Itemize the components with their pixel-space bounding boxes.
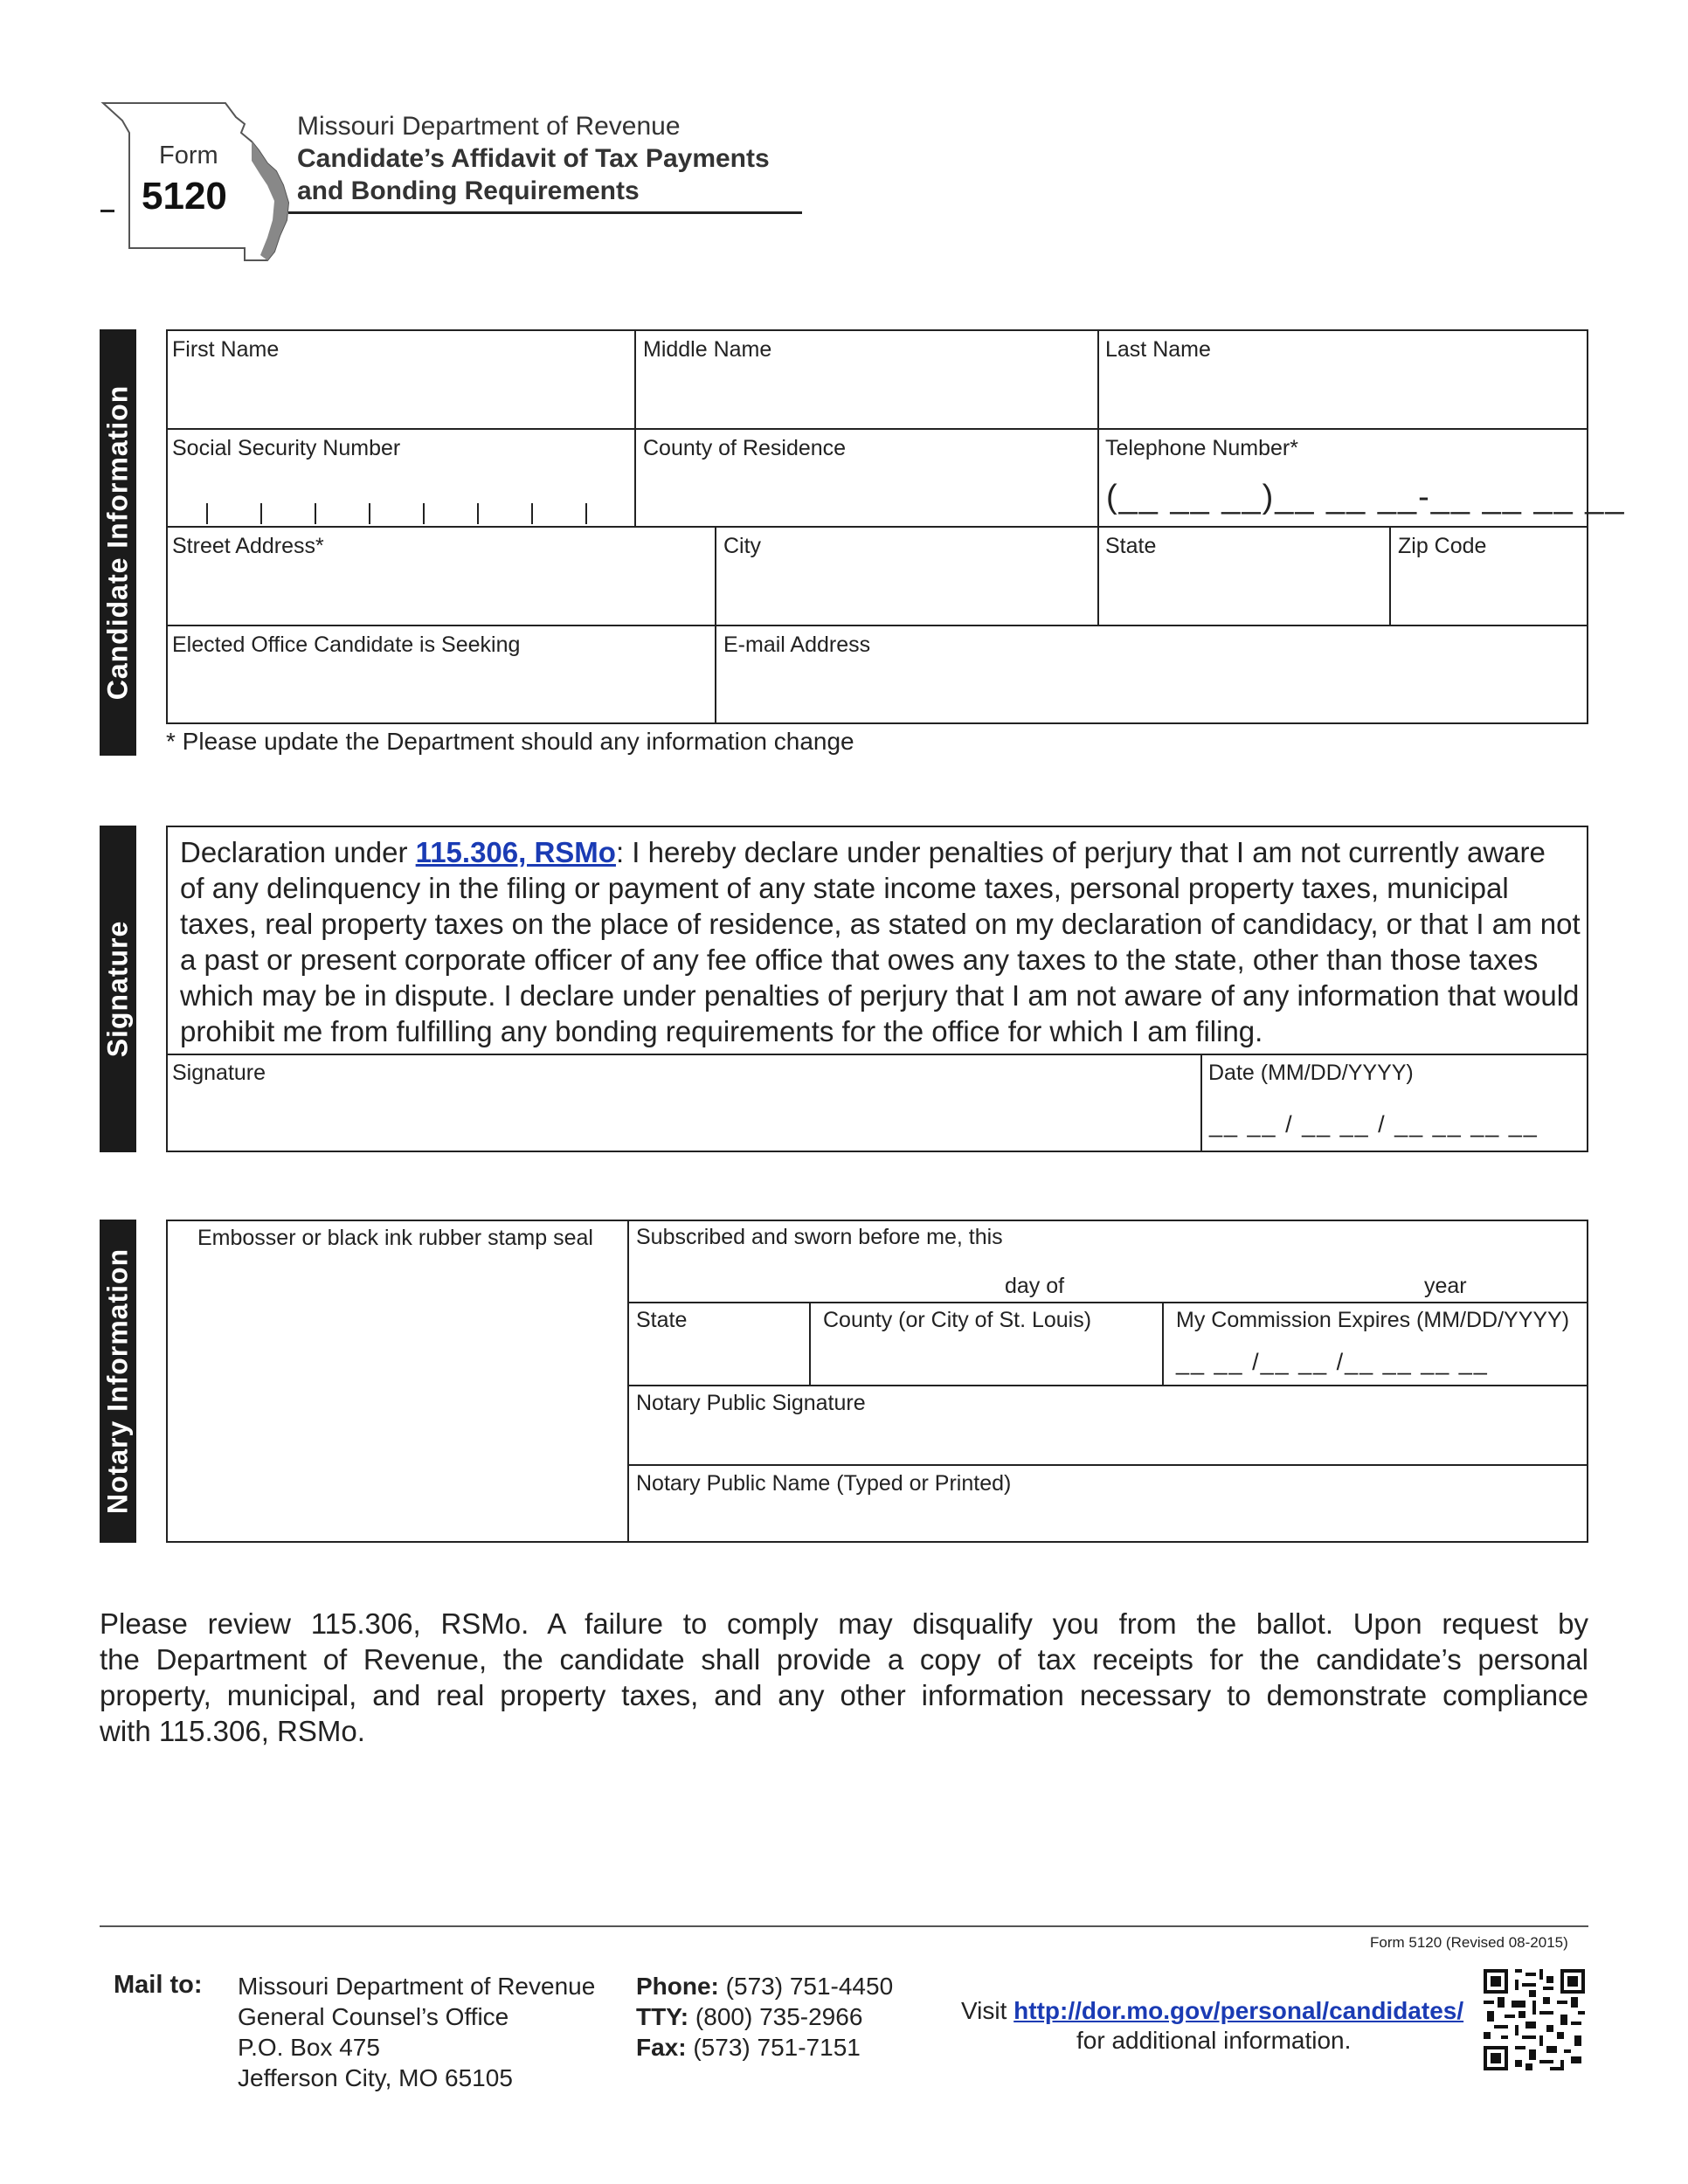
year-field[interactable]: year [1424, 1274, 1467, 1298]
street-address-field[interactable]: Street Address* [172, 534, 324, 558]
visit-line: Visit http://dor.mo.gov/personal/candidates/ [961, 1997, 1464, 2024]
tty-number: TTY: (800) 735-2966 [636, 2003, 863, 2030]
notary-county-field[interactable]: County (or City of St. Louis) [823, 1308, 1092, 1332]
seal-area: Embosser or black ink rubber stamp seal [197, 1226, 593, 1250]
sworn-statement: Subscribed and sworn before me, this [636, 1225, 1003, 1249]
form-number: 5120 [142, 175, 227, 218]
date-field[interactable]: Date (MM/DD/YYYY) [1208, 1061, 1414, 1085]
declaration-text: Declaration under 115.306, RSMo: I hereby declare under penalties of perjury that I am not currently aware of any delinquency in the filing or payment of any state income taxes, personal property taxes, municipal taxes, real property taxes on the place of residence, as stated on my declaration of candidacy, or that I am not a past or present corporate officer of any fee office that owes any taxes to the state, other than those taxes which may be in dispute. I declare under penalties of perjury that I am not aware of any information that would prohibit me from fulfilling any bonding requirements for the office for which I am filing. [180, 836, 1581, 1047]
mailing-address: Missouri Department of Revenue General Counsel’s Office P.O. Box 475 Jefferson City, MO 65105 [238, 1973, 596, 2091]
notary-signature-field[interactable]: Notary Public Signature [636, 1391, 866, 1415]
additional-info: for additional information. [1076, 2027, 1352, 2054]
zip-code-field[interactable]: Zip Code [1398, 534, 1487, 558]
review-paragraph: Please review 115.306, RSMo. A failure to comply may disqualify you from the ballot. Upon request by the Department of Revenue, the candidate shall provide a copy of tax receipts for the candidate’s personal property, municipal, and real property taxes, and any other information necessary to demonstrate compliance with 115.306, RSMo. [100, 1607, 1588, 1747]
signature-field[interactable]: Signature [172, 1061, 266, 1085]
notary-name-field[interactable]: Notary Public Name (Typed or Printed) [636, 1471, 1012, 1496]
title-underline [288, 211, 802, 214]
signature-band: Signature [100, 826, 136, 1152]
update-note: * Please update the Department should any information change [166, 728, 854, 755]
last-name-field[interactable]: Last Name [1105, 337, 1211, 362]
rsmo-115-306-link[interactable]: 115.306, RSMo [415, 836, 616, 868]
form-dash [100, 210, 114, 212]
telephone-mask: (__ __ __)__ __ __-__ __ __ __ [1106, 479, 1626, 515]
commission-expires-field[interactable]: My Commission Expires (MM/DD/YYYY) [1176, 1308, 1570, 1332]
first-name-field[interactable]: First Name [172, 337, 280, 362]
qr-code-icon[interactable] [1484, 1969, 1585, 2070]
form-title-line1: Candidate’s Affidavit of Tax Payments [297, 144, 770, 173]
elected-office-field[interactable]: Elected Office Candidate is Seeking [172, 632, 521, 657]
phone-number: Phone: (573) 751-4450 [636, 1973, 894, 2000]
county-of-residence-field[interactable]: County of Residence [643, 436, 847, 460]
candidates-url-link[interactable]: http://dor.mo.gov/personal/candidates/ [1013, 1997, 1464, 2024]
fax-number: Fax: (573) 751-7151 [636, 2034, 861, 2061]
form-revision: Form 5120 (Revised 08-2015) [1370, 1934, 1568, 1951]
notary-state-field[interactable]: State [636, 1308, 688, 1332]
mail-to-label: Mail to: [114, 1971, 203, 1999]
date-mask: __ __ / __ __ / __ __ __ __ [1209, 1111, 1539, 1137]
form-title-line2: and Bonding Requirements [297, 176, 640, 205]
footer-rule [100, 1925, 1588, 1927]
form-word: Form [159, 142, 218, 169]
notary-information-band: Notary Information [100, 1220, 136, 1543]
state-field[interactable]: State [1105, 534, 1157, 558]
department-name: Missouri Department of Revenue [297, 112, 681, 141]
telephone-field[interactable]: Telephone Number* [1105, 436, 1298, 460]
middle-name-field[interactable]: Middle Name [643, 337, 772, 362]
email-address-field[interactable]: E-mail Address [723, 632, 871, 657]
candidate-information-band: Candidate Information [100, 329, 136, 756]
ssn-field[interactable]: Social Security Number [172, 436, 401, 460]
contact-numbers [636, 1971, 893, 2063]
commission-date-mask: __ __ /__ __ /__ __ __ __ [1176, 1349, 1489, 1375]
city-field[interactable]: City [723, 534, 762, 558]
day-of-field[interactable]: day of [1005, 1274, 1065, 1298]
